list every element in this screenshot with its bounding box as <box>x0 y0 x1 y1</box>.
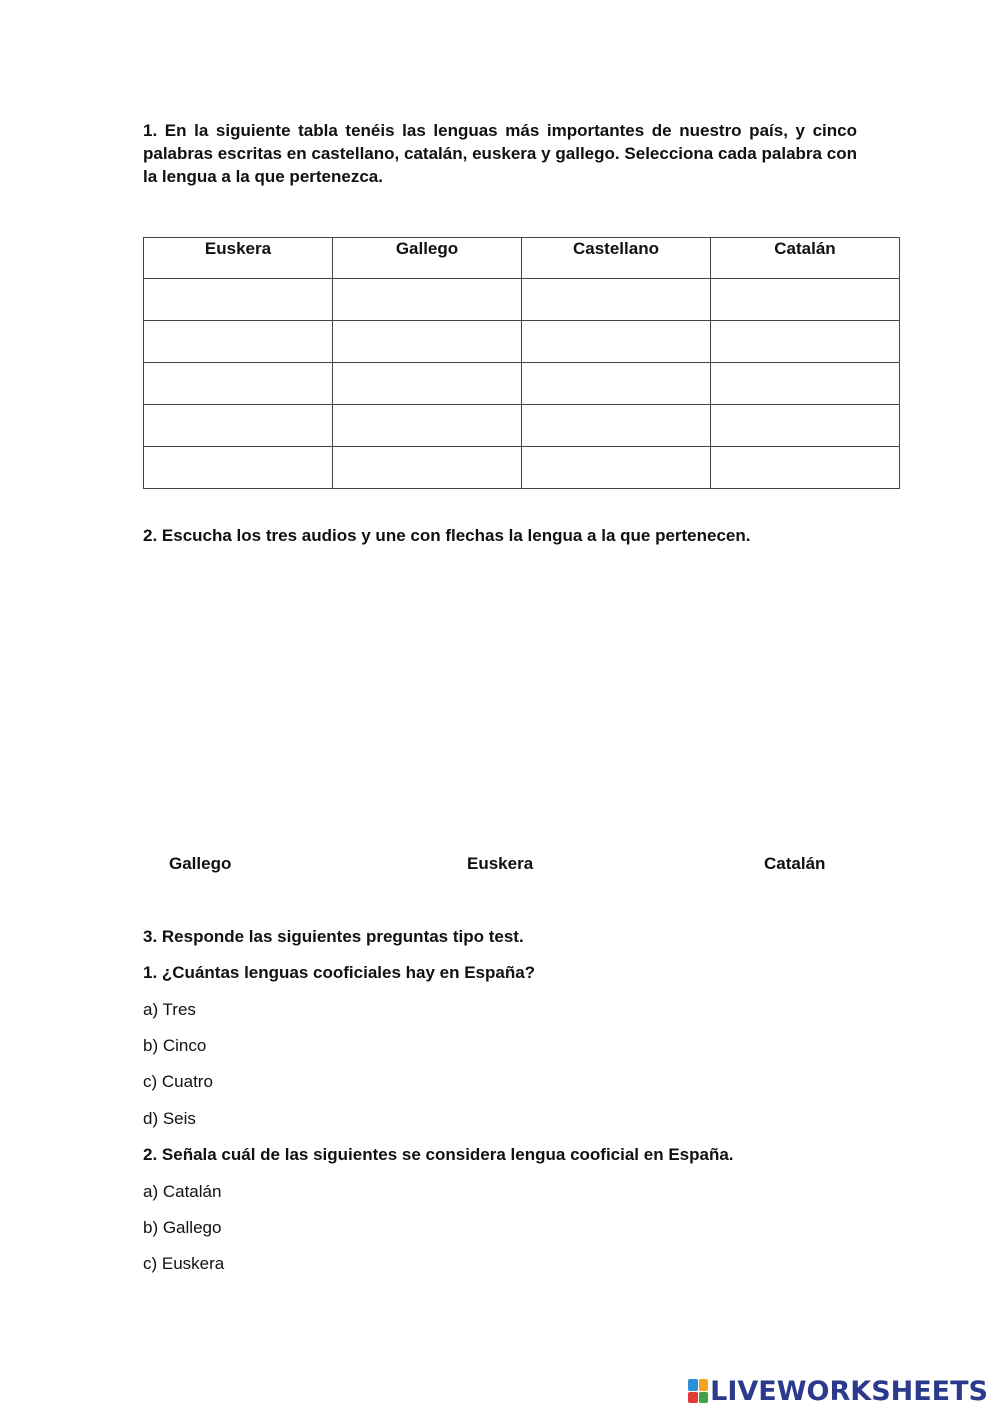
table-cell[interactable] <box>522 321 711 363</box>
table-cell[interactable] <box>333 447 522 489</box>
logo-square <box>699 1379 709 1391</box>
table-cell[interactable] <box>333 321 522 363</box>
table-cell[interactable] <box>144 363 333 405</box>
table-cell[interactable] <box>333 405 522 447</box>
table-header-row <box>144 238 900 279</box>
table-cell[interactable] <box>144 405 333 447</box>
logo-square <box>688 1392 698 1404</box>
table-cell[interactable] <box>144 447 333 489</box>
table-cell[interactable] <box>144 279 333 321</box>
match-language-gallego[interactable]: Gallego <box>169 854 232 873</box>
logo-square <box>688 1379 698 1391</box>
table-row <box>144 447 900 489</box>
words-table <box>143 237 900 489</box>
liveworksheets-mark-icon <box>688 1379 708 1403</box>
header-gallego: Gallego <box>333 238 522 279</box>
table-cell[interactable] <box>711 405 900 447</box>
test-question-1: 1. ¿Cuántas lenguas cooficiales hay en España? <box>143 963 536 982</box>
header-euskera: Euskera <box>144 238 333 279</box>
test-question-2-option-a[interactable]: a) Catalán <box>143 1182 222 1201</box>
table-cell[interactable] <box>144 321 333 363</box>
table-cell[interactable] <box>711 447 900 489</box>
question-2-text: 2. Escucha los tres audios y une con flechas la lengua a la que pertenecen. <box>143 526 751 545</box>
table-row <box>144 405 900 447</box>
test-question-1-option-c[interactable]: c) Cuatro <box>143 1072 213 1091</box>
test-question-1-option-a[interactable]: a) Tres <box>143 1000 196 1019</box>
table-cell[interactable] <box>711 363 900 405</box>
test-question-2: 2. Señala cuál de las siguientes se considera lengua cooficial en España. <box>143 1145 734 1164</box>
table-cell[interactable] <box>522 405 711 447</box>
table-row <box>144 363 900 405</box>
table-cell[interactable] <box>522 363 711 405</box>
table-cell[interactable] <box>711 321 900 363</box>
header-castellano: Castellano <box>522 238 711 279</box>
header-catalan: Catalán <box>711 238 900 279</box>
table-row <box>144 321 900 363</box>
table-cell[interactable] <box>333 363 522 405</box>
test-question-2-option-b[interactable]: b) Gallego <box>143 1218 222 1237</box>
match-language-catalan[interactable]: Catalán <box>764 854 826 873</box>
table-cell[interactable] <box>711 279 900 321</box>
liveworksheets-logo <box>688 1376 988 1406</box>
test-question-1-option-d[interactable]: d) Seis <box>143 1109 196 1128</box>
match-language-euskera[interactable]: Euskera <box>467 854 534 873</box>
question-1-text: 1. En la siguiente tabla tenéis las lenguas más importantes de nuestro país, y cinco palabras escritas en castellano, catalán, euskera y gallego. Selecciona cada palabra con la lengua a la que pertenezca. <box>143 121 857 186</box>
logo-text: LIVEWORKSHEETS <box>710 1375 988 1407</box>
logo-square <box>699 1392 709 1404</box>
test-question-2-option-c[interactable]: c) Euskera <box>143 1254 225 1273</box>
table-row <box>144 279 900 321</box>
question-3-title: 3. Responde las siguientes preguntas tipo test. <box>143 927 524 946</box>
test-question-1-option-b[interactable]: b) Cinco <box>143 1036 207 1055</box>
table-cell[interactable] <box>522 447 711 489</box>
table-cell[interactable] <box>333 279 522 321</box>
table-cell[interactable] <box>522 279 711 321</box>
